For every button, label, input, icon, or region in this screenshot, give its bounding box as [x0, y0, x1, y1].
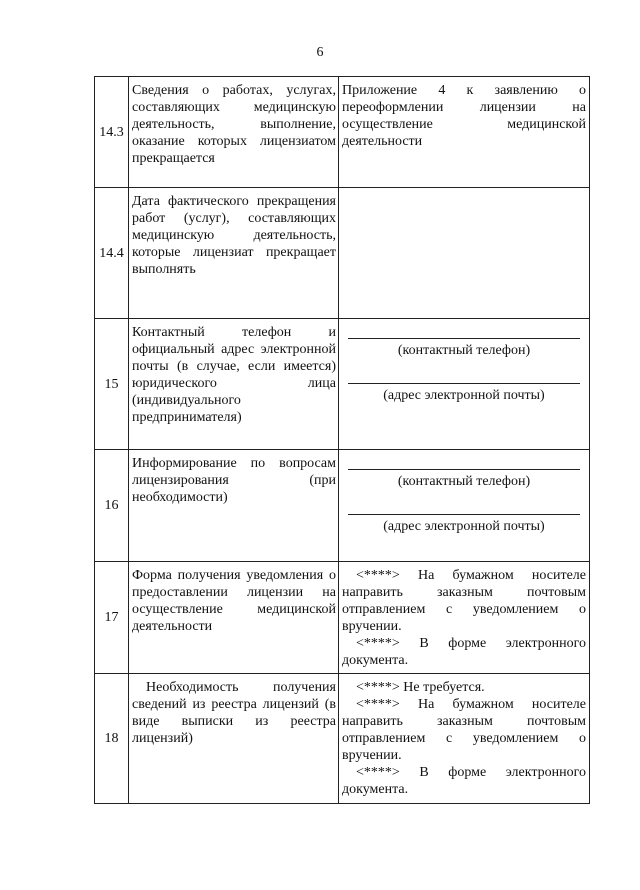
- option-electronic[interactable]: <****> В форме электронного документа.: [342, 765, 586, 797]
- table-row: [95, 188, 590, 319]
- phone-caption: (контактный телефон): [397, 343, 531, 358]
- option-paper[interactable]: <****> На бумажном носителе направить заказным почтовым отправлением с уведомлением о вручении.: [342, 697, 586, 763]
- table-row: [95, 319, 590, 450]
- row-number: 16: [95, 450, 129, 562]
- contacts-cell: [339, 319, 590, 450]
- phone-caption: (контактный телефон): [397, 474, 531, 489]
- email-blank-line: [348, 514, 580, 515]
- row-description: Сведения о работах, услугах, составляющих медицинскую деятельность, выполнение, оказание которых лицензиатом прекращается: [129, 77, 339, 188]
- option-electronic[interactable]: <****> В форме электронного документа.: [342, 636, 586, 668]
- option-not-required[interactable]: <****> Не требуется.: [356, 680, 485, 695]
- table-row: [95, 77, 590, 188]
- row-value[interactable]: Приложение 4 к заявлению о переоформлении лицензии на осуществление медицинской деятельности: [339, 77, 590, 188]
- email-field[interactable]: [348, 514, 580, 535]
- row-description: Дата фактического прекращения работ (услуг), составляющих медицинскую деятельность, которые лицензиат прекращает выполнять: [129, 188, 339, 319]
- contacts-cell: [339, 450, 590, 562]
- page-number: 6: [316, 45, 324, 60]
- email-field[interactable]: [348, 383, 580, 404]
- row-number: 15: [95, 319, 129, 450]
- phone-blank-line: [348, 469, 580, 470]
- options-cell: [339, 562, 590, 674]
- row-number: 18: [95, 674, 129, 804]
- phone-blank-line: [348, 338, 580, 339]
- email-caption: (адрес электронной почты): [383, 519, 545, 534]
- row-description: Необходимость получения сведений из реестра лицензий (в виде выписки из реестра лицензий): [129, 674, 339, 804]
- option-paper[interactable]: <****> На бумажном носителе направить заказным почтовым отправлением с уведомлением о вручении.: [342, 568, 586, 634]
- row-number: 17: [95, 562, 129, 674]
- row-description: Форма получения уведомления о предоставлении лицензии на осуществление медицинской деятельности: [129, 562, 339, 674]
- email-blank-line: [348, 383, 580, 384]
- application-form-table: [94, 76, 590, 804]
- row-description: Контактный телефон и официальный адрес электронной почты (в случае, если имеется) юридического лица (индивидуального предпринимателя): [129, 319, 339, 450]
- row-description: Информирование по вопросам лицензирования (при необходимости): [129, 450, 339, 562]
- phone-field[interactable]: [348, 338, 580, 359]
- row-number: 14.4: [95, 188, 129, 319]
- options-cell: [339, 674, 590, 804]
- email-caption: (адрес электронной почты): [383, 388, 545, 403]
- termination-date-field[interactable]: [339, 188, 590, 319]
- table-row: [95, 562, 590, 674]
- row-number: 14.3: [95, 77, 129, 188]
- table-row: [95, 674, 590, 804]
- table-row: [95, 450, 590, 562]
- phone-field[interactable]: [348, 469, 580, 490]
